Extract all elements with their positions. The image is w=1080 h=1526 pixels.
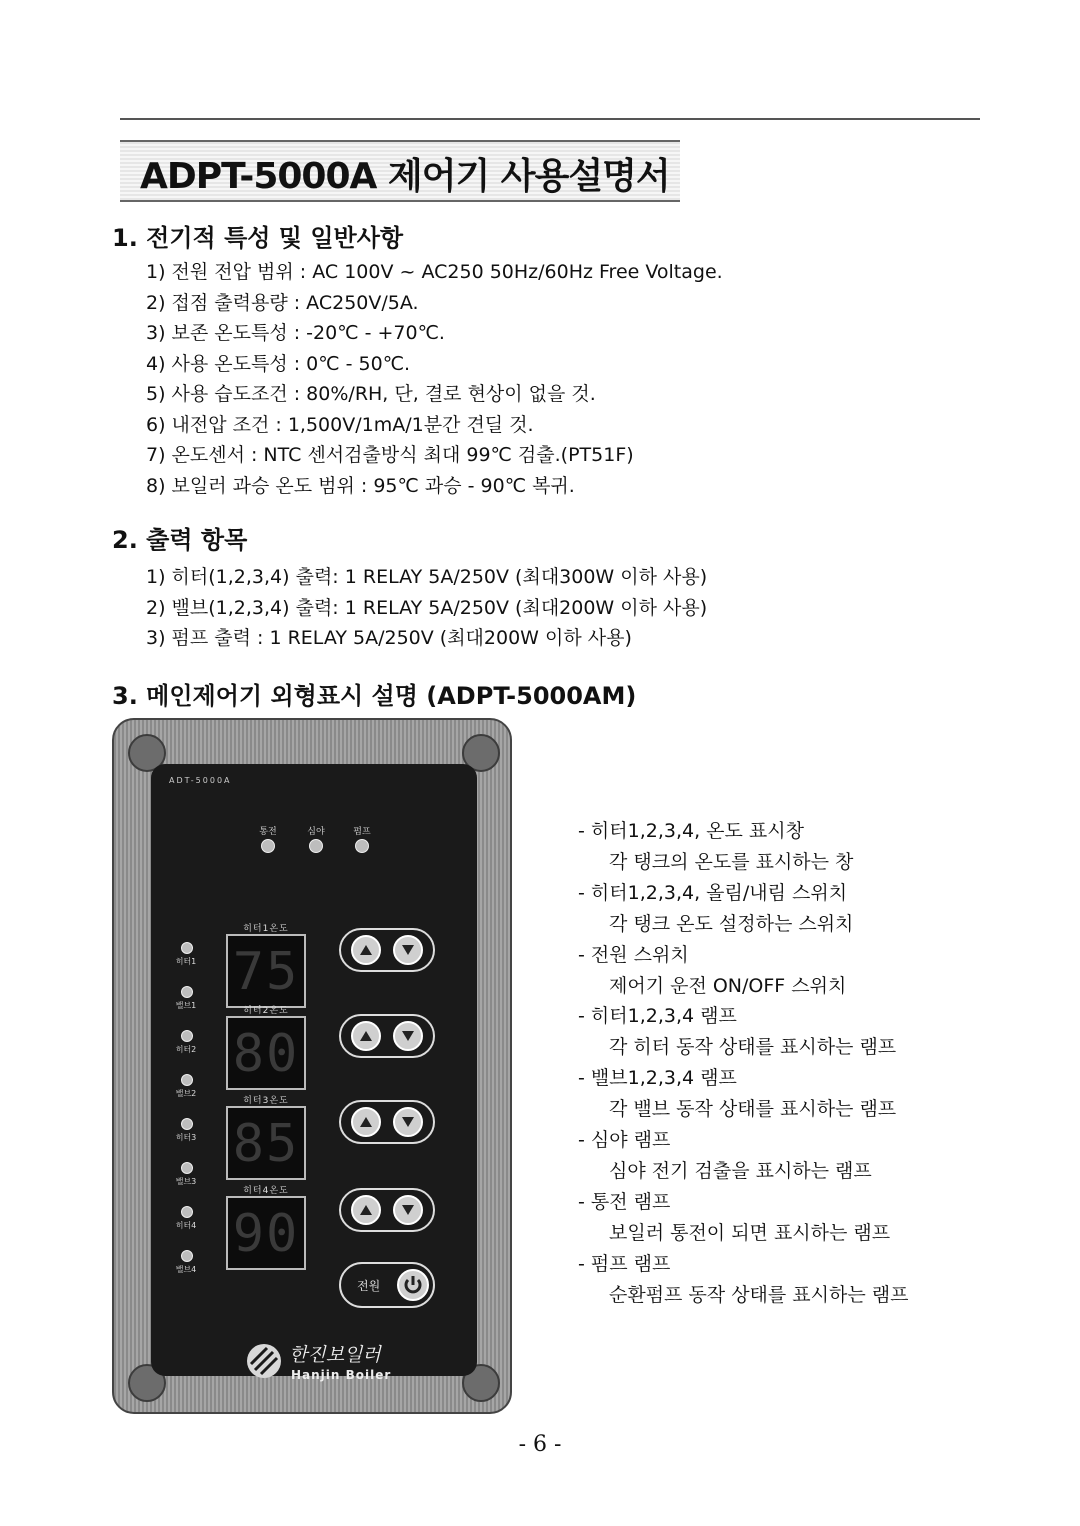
night-lamp-label: 심야 [307, 827, 325, 837]
heater1-temp-display [226, 934, 306, 1008]
pump-lamp-icon [355, 839, 369, 853]
heater2-temp-label: 히터2온도 [243, 1006, 289, 1016]
heater4-lamp-icon [181, 1206, 193, 1218]
document-title: ADPT-5000A 제어기 사용설명서 [140, 156, 670, 197]
description-detail: 순환펌프 동작 상태를 표시하는 램프 [609, 1283, 909, 1306]
valve3-lamp-icon [181, 1162, 193, 1174]
heater3-lamp-icon [181, 1118, 193, 1130]
heater1-up-down-switch [339, 928, 435, 972]
header-rule [120, 118, 980, 120]
valve4-lamp-icon [181, 1250, 193, 1262]
down-arrow-icon [393, 1107, 423, 1137]
power-switch [339, 1262, 435, 1308]
description-title: - 히터1,2,3,4 램프 [578, 1005, 737, 1028]
heater3-temp-label: 히터3온도 [243, 1096, 289, 1106]
brand-name-english: Hanjin Boiler [291, 1368, 392, 1382]
valve2-lamp-icon [181, 1074, 193, 1086]
description-detail: 각 밸브 동작 상태를 표시하는 램프 [609, 1098, 897, 1121]
section2-list [146, 562, 707, 654]
description-detail: 보일러 통전이 되면 표시하는 램프 [609, 1221, 891, 1244]
section2-heading: 2. 출력 항목 [112, 526, 248, 554]
heater1-lamp-icon [181, 942, 193, 954]
list-item: 8) 보일러 과승 온도 범위 : 95℃ 과승 - 90℃ 복귀. [146, 474, 575, 497]
power-label: 전원 [357, 1279, 381, 1293]
list-item: 2) 접점 출력용량 : AC250V/5A. [146, 291, 419, 314]
section3-heading: 3. 메인제어기 외형표시 설명 (ADPT-5000AM) [112, 682, 637, 710]
valve3-lamp-label: 밸브3 [175, 1177, 197, 1186]
list-item: 1) 전원 전압 범위 : AC 100V ~ AC250 50Hz/60Hz Free Voltage. [146, 261, 723, 283]
hanjin-logo-icon [247, 1344, 281, 1378]
heater2-lamp-icon [181, 1030, 193, 1042]
heater3-temp-display [226, 1106, 306, 1180]
heater2-temp-display [226, 1016, 306, 1090]
heater2-up-down-switch [339, 1014, 435, 1058]
heater4-lamp-label: 히터4 [175, 1221, 197, 1230]
valve2-lamp-label: 밸브2 [175, 1089, 197, 1098]
heater4-temp-label: 히터4온도 [243, 1186, 289, 1196]
heater1-temp-value: 75 [232, 942, 300, 1002]
description-detail: 각 탱크의 온도를 표시하는 창 [609, 850, 854, 873]
controller-panel-image [112, 718, 512, 1414]
brand-name-korean: 한진보일러 [289, 1344, 381, 1366]
valve1-lamp-icon [181, 986, 193, 998]
power-on-lamp-icon [261, 839, 275, 853]
down-arrow-icon [393, 935, 423, 965]
description-detail: 각 히터 동작 상태를 표시하는 램프 [609, 1036, 897, 1059]
up-arrow-icon [351, 935, 381, 965]
up-arrow-icon [351, 1195, 381, 1225]
list-item: 5) 사용 습도조건 : 80%/RH, 단, 결로 현상이 없을 것. [146, 383, 596, 405]
section1-list [146, 257, 723, 501]
panel-descriptions [578, 816, 908, 1311]
page-number: - 6 - [518, 1432, 562, 1457]
list-item: 3) 펌프 출력 : 1 RELAY 5A/250V (최대200W 이하 사용) [146, 627, 632, 649]
heater4-temp-value: 90 [232, 1204, 300, 1264]
heater2-temp-value: 80 [232, 1024, 300, 1084]
power-on-lamp-label: 통전 [259, 827, 277, 837]
description-detail: 제어기 운전 ON/OFF 스위치 [609, 974, 847, 997]
heater3-lamp-label: 히터3 [175, 1133, 197, 1142]
section1-heading: 1. 전기적 특성 및 일반사항 [112, 224, 404, 252]
description-title: - 전원 스위치 [578, 943, 689, 966]
down-arrow-icon [393, 1195, 423, 1225]
description-detail: 심야 전기 검출을 표시하는 램프 [609, 1159, 872, 1182]
down-arrow-icon [393, 1021, 423, 1051]
heater2-lamp-label: 히터2 [175, 1045, 197, 1054]
list-item: 2) 밸브(1,2,3,4) 출력: 1 RELAY 5A/250V (최대200W 이하 사용) [146, 596, 708, 619]
description-title: - 밸브1,2,3,4 램프 [578, 1067, 737, 1090]
list-item: 3) 보존 온도특성 : -20℃ - +70℃. [146, 322, 445, 344]
description-title: - 히터1,2,3,4, 올림/내림 스위치 [578, 881, 848, 904]
title-box [120, 140, 680, 202]
heater1-temp-label: 히터1온도 [243, 924, 289, 934]
description-detail: 각 탱크 온도 설정하는 스위치 [609, 912, 854, 935]
list-item: 6) 내전압 조건 : 1,500V/1mA/1분간 견딜 것. [146, 413, 534, 436]
power-icon [397, 1269, 429, 1301]
night-lamp-icon [309, 839, 323, 853]
description-title: - 펌프 램프 [578, 1252, 671, 1275]
valve4-lamp-label: 밸브4 [175, 1265, 197, 1274]
list-item: 7) 온도센서 : NTC 센서검출방식 최대 99℃ 검출.(PT51F) [146, 444, 634, 466]
description-title: - 심야 램프 [578, 1129, 671, 1152]
controller-face [151, 764, 477, 1382]
valve1-lamp-label: 밸브1 [175, 1001, 197, 1010]
heater3-temp-value: 85 [232, 1114, 300, 1174]
model-label: ADT-5000A [169, 776, 232, 785]
heater4-up-down-switch [339, 1188, 435, 1232]
description-title: - 히터1,2,3,4, 온도 표시창 [578, 820, 804, 842]
up-arrow-icon [351, 1021, 381, 1051]
list-item: 1) 히터(1,2,3,4) 출력: 1 RELAY 5A/250V (최대300W 이하 사용) [146, 566, 708, 588]
up-arrow-icon [351, 1107, 381, 1137]
pump-lamp-label: 펌프 [353, 827, 371, 837]
heater1-lamp-label: 히터1 [175, 957, 197, 966]
list-item: 4) 사용 온도특성 : 0℃ - 50℃. [146, 352, 411, 375]
description-title: - 통전 램프 [578, 1190, 671, 1213]
heater3-up-down-switch [339, 1100, 435, 1144]
heater4-temp-display [226, 1196, 306, 1270]
